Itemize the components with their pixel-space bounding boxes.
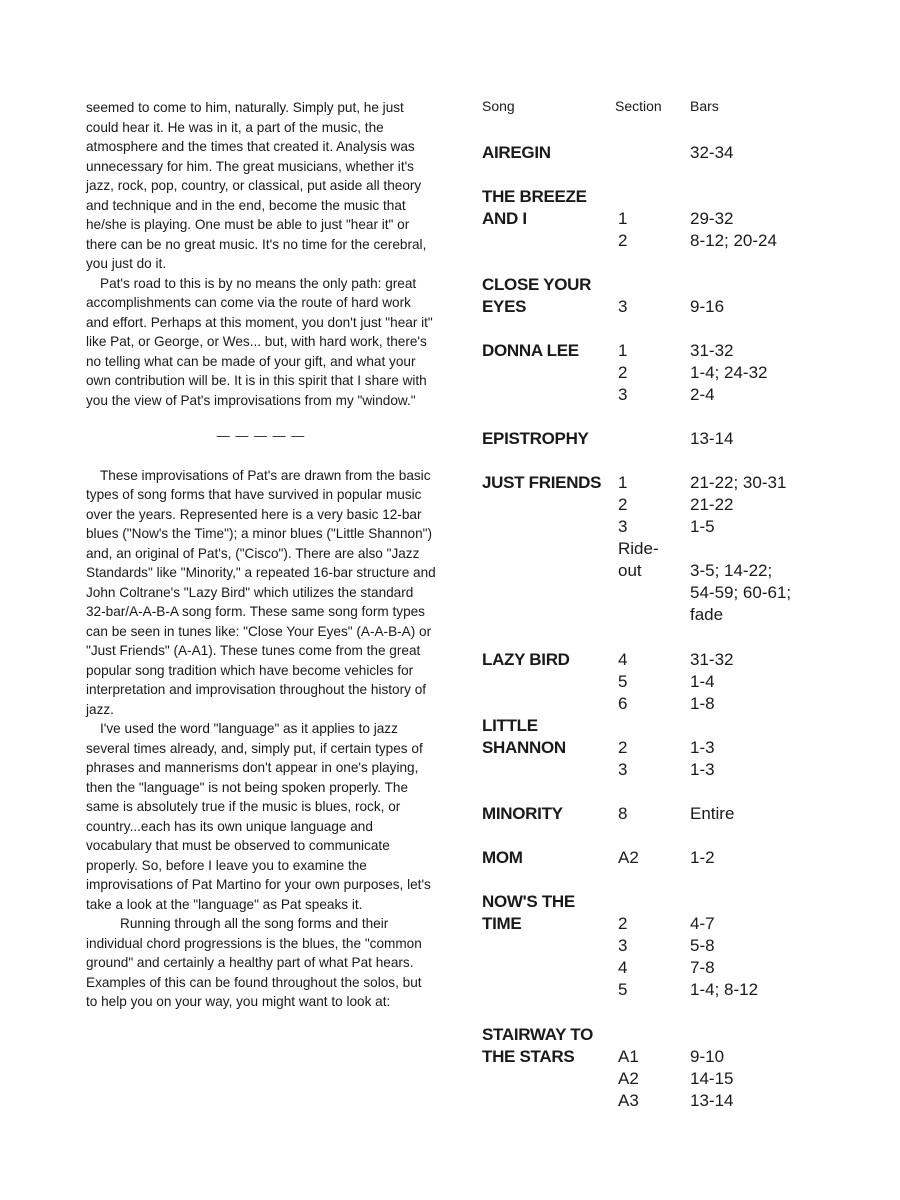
body-text-column bbox=[86, 98, 436, 1012]
bars-value: 13-14 bbox=[690, 429, 734, 448]
header-song: Song bbox=[482, 98, 515, 114]
paragraph-2: Pat's road to this is by no means the only path: great accomplishments can come via the route of hard work and effort. Perhaps at this moment, you don't just "hear it" like Pat, or George, or Wes... but, with hard work, there's no telling what can be made of your gift, and what your own contribution will be. It is in this spirit that I share with you the view of Pat's improvisations from my "window." bbox=[86, 275, 433, 408]
bars-value: 1-4 bbox=[690, 672, 715, 691]
table-header bbox=[482, 98, 822, 120]
section-value bbox=[618, 1024, 678, 1046]
section-value: 6 bbox=[618, 694, 628, 713]
song-title-line: AIREGIN bbox=[482, 143, 551, 162]
bars-value: 29-32 bbox=[690, 209, 734, 228]
section-value: Ride- bbox=[618, 539, 659, 558]
paragraph-5: Running through all the song forms and their individual chord progressions is the blues, the "common ground" and certainly a healthy part of what Pat hears. Examples of this can be found throughout the solos, but to help you on your way, you might want to look at: bbox=[86, 916, 422, 1009]
bars-value bbox=[690, 891, 820, 913]
bars-value: 14-15 bbox=[690, 1069, 734, 1088]
bars-value: fade bbox=[690, 605, 724, 624]
section-value: 1 bbox=[618, 473, 628, 492]
bars-value: 1-2 bbox=[690, 848, 715, 867]
bars-value: 5-8 bbox=[690, 936, 715, 955]
section-value: 1 bbox=[618, 209, 628, 228]
bars-value bbox=[690, 1024, 820, 1046]
section-value bbox=[618, 428, 678, 450]
bars-value bbox=[690, 538, 820, 560]
section-separator: — — — — — bbox=[216, 428, 306, 443]
section-value: 3 bbox=[618, 760, 628, 779]
bars-value: 31-32 bbox=[690, 650, 734, 669]
song-title-line: AND I bbox=[482, 209, 527, 228]
section-value: 3 bbox=[618, 385, 628, 404]
section-value: out bbox=[618, 561, 642, 580]
bars-value bbox=[690, 274, 820, 296]
bars-value: 1-3 bbox=[690, 760, 715, 779]
bars-value: 13-14 bbox=[690, 1091, 734, 1110]
section-value: A2 bbox=[618, 848, 639, 867]
section-value: 4 bbox=[618, 958, 628, 977]
bars-value: 7-8 bbox=[690, 958, 715, 977]
song-title-line: DONNA LEE bbox=[482, 341, 579, 360]
section-value: 3 bbox=[618, 517, 628, 536]
section-value: 2 bbox=[618, 914, 628, 933]
section-value: 5 bbox=[618, 980, 628, 999]
song-title-line: MOM bbox=[482, 848, 523, 867]
song-title-line: CLOSE YOUR bbox=[482, 275, 592, 294]
bars-value: 54-59; 60-61; bbox=[690, 583, 792, 602]
bars-value: 4-7 bbox=[690, 914, 715, 933]
bars-value: 2-4 bbox=[690, 385, 715, 404]
bars-value: 8-12; 20-24 bbox=[690, 231, 777, 250]
song-title-line: NOW'S THE bbox=[482, 892, 575, 911]
bars-value: 3-5; 14-22; bbox=[690, 561, 773, 580]
section-value: 3 bbox=[618, 936, 628, 955]
section-value: 5 bbox=[618, 672, 628, 691]
bars-value bbox=[690, 186, 820, 208]
section-value: 2 bbox=[618, 738, 628, 757]
bars-value: 1-4; 8-12 bbox=[690, 980, 759, 999]
section-value: A3 bbox=[618, 1091, 639, 1110]
section-value: 1 bbox=[618, 341, 628, 360]
section-value: 3 bbox=[618, 297, 628, 316]
header-bars: Bars bbox=[690, 98, 719, 114]
song-title-line: MINORITY bbox=[482, 804, 563, 823]
header-section: Section bbox=[615, 98, 662, 114]
song-title-line: LITTLE bbox=[482, 716, 538, 735]
song-title-line: EPISTROPHY bbox=[482, 429, 589, 448]
section-value: A1 bbox=[618, 1047, 639, 1066]
bars-value: 1-5 bbox=[690, 517, 715, 536]
section-value: 4 bbox=[618, 650, 628, 669]
bars-value: 1-8 bbox=[690, 694, 715, 713]
bars-value: 9-16 bbox=[690, 297, 725, 316]
song-title-line: THE STARS bbox=[482, 1047, 575, 1066]
section-value: A2 bbox=[618, 1069, 639, 1088]
section-value: 2 bbox=[618, 231, 628, 250]
section-value bbox=[618, 274, 678, 296]
bars-value: 1-4; 24-32 bbox=[690, 363, 768, 382]
paragraph-3: These improvisations of Pat's are drawn from the basic types of song forms that have survived in popular music over the years. Represented here is a very basic 12-bar blues ("Now's the Time"); a minor blues ("Little Shannon") and, an original of Pat's, ("Cisco"). There are also "Jazz Standards" like "Minority," a repeated 16-bar structure and John Coltrane's "Lazy Bird" which utilizes the standard 32-bar/A-A-B-A song form. These same song form types can be seen in tunes like: "Close Your Eyes" (A-A-B-A) or "Just Friends" (A-A1). These tunes come from the great popular song tradition which have become vehicles for interpretation and improvisation throughout the history of jazz. bbox=[86, 467, 436, 717]
paragraph-1: seemed to come to him, naturally. Simply put, he just could hear it. He was in it, a part of the music, the atmosphere and the times that created it. Analysis was unnecessary for him. The great musicians, whether it's jazz, rock, pop, country, or classical, put aside all theory and technique and in the end, become the music that he/she is playing. One must be able to just "hear it" or there can be no great music. It's no time for the cerebral, you just do it. bbox=[86, 100, 427, 271]
song-title-line: SHANNON bbox=[482, 738, 566, 757]
section-value: 2 bbox=[618, 495, 628, 514]
bars-value: 1-3 bbox=[690, 738, 715, 757]
bars-value: 21-22 bbox=[690, 495, 734, 514]
section-value: 2 bbox=[618, 363, 628, 382]
bars-value: 9-10 bbox=[690, 1047, 725, 1066]
bars-value: 21-22; 30-31 bbox=[690, 473, 787, 492]
song-title-line: TIME bbox=[482, 914, 522, 933]
bars-value: 32-34 bbox=[690, 143, 734, 162]
song-title-line: EYES bbox=[482, 297, 527, 316]
section-value bbox=[618, 186, 678, 208]
section-value bbox=[618, 715, 678, 737]
song-title-line: STAIRWAY TO bbox=[482, 1025, 594, 1044]
song-title-line: LAZY BIRD bbox=[482, 650, 570, 669]
section-value bbox=[618, 142, 678, 164]
paragraph-4: I've used the word "language" as it applies to jazz several times already, and, simply put, if certain types of phrases and mannerisms don't appear in one's playing, then the "language" is not being spoken properly. The same is absolutely true if the music is blues, rock, or country...each has its own unique language and vocabulary that must be observed to communicate properly. So, before I leave you to examine the improvisations of Pat Martino for your own purposes, let's take a look at the "language" as Pat speaks it. bbox=[86, 721, 431, 912]
bars-value bbox=[690, 715, 820, 737]
section-value: 8 bbox=[618, 804, 628, 823]
bars-value: Entire bbox=[690, 804, 735, 823]
section-value bbox=[618, 891, 678, 913]
song-title-line: JUST FRIENDS bbox=[482, 473, 602, 492]
song-title-line: THE BREEZE bbox=[482, 187, 587, 206]
bars-value: 31-32 bbox=[690, 341, 734, 360]
